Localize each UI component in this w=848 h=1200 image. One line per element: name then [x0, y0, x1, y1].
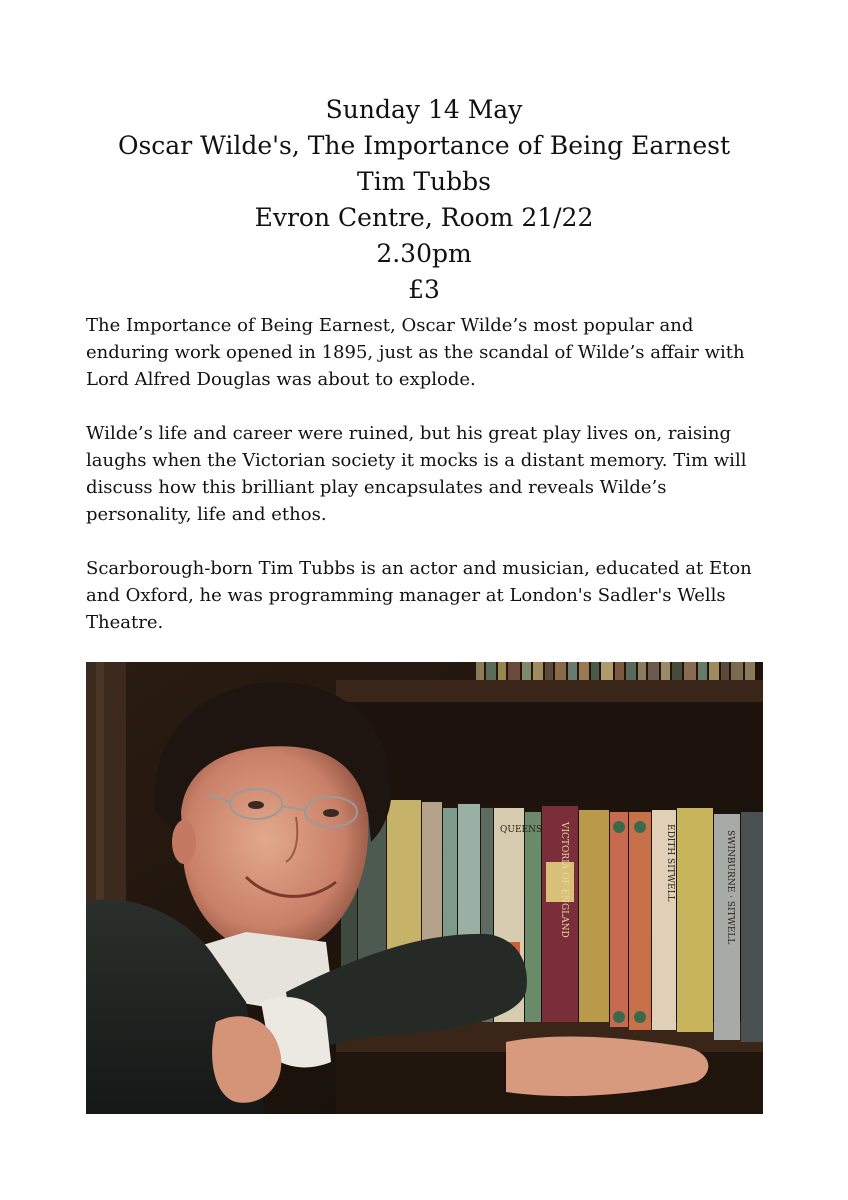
event-title: Oscar Wilde's, The Importance of Being Earnest	[117, 131, 730, 160]
event-time: 2.30pm	[376, 239, 472, 268]
event-venue: Evron Centre, Room 21/22	[254, 203, 594, 232]
book-spine-victoria: VICTORIA OF ENGLAND	[559, 822, 569, 938]
event-price: £3	[408, 275, 440, 304]
event-date: Sunday 14 May	[325, 95, 523, 124]
book-spine-queens: QUEENS	[500, 825, 543, 835]
description-paragraph-3: Scarborough-born Tim Tubbs is an actor and musician, educated at Eton and Oxford, he was programming manager at London's Sadler's Wells Theatre.	[86, 558, 752, 633]
book-spine-swinburne: SWINBURNE · SITWELL	[725, 830, 735, 945]
event-header	[0, 92, 848, 308]
event-description	[86, 312, 776, 663]
top-shelf-books	[476, 662, 755, 680]
speaker-photo	[86, 662, 763, 1114]
description-paragraph-1: The Importance of Being Earnest, Oscar Wilde’s most popular and enduring work opened in 1895, just as the scandal of Wilde’s affair with Lord Alfred Douglas was about to explode.	[86, 315, 745, 390]
book-spine-edith-sitwell: EDITH SITWELL	[665, 824, 675, 902]
event-speaker: Tim Tubbs	[357, 167, 491, 196]
description-paragraph-2: Wilde’s life and career were ruined, but his great play lives on, raising laughs when the Victorian society it mocks is a distant memory. Tim will discuss how this brilliant play encapsulates and reveals Wilde’s personality, life and ethos.	[86, 423, 747, 525]
